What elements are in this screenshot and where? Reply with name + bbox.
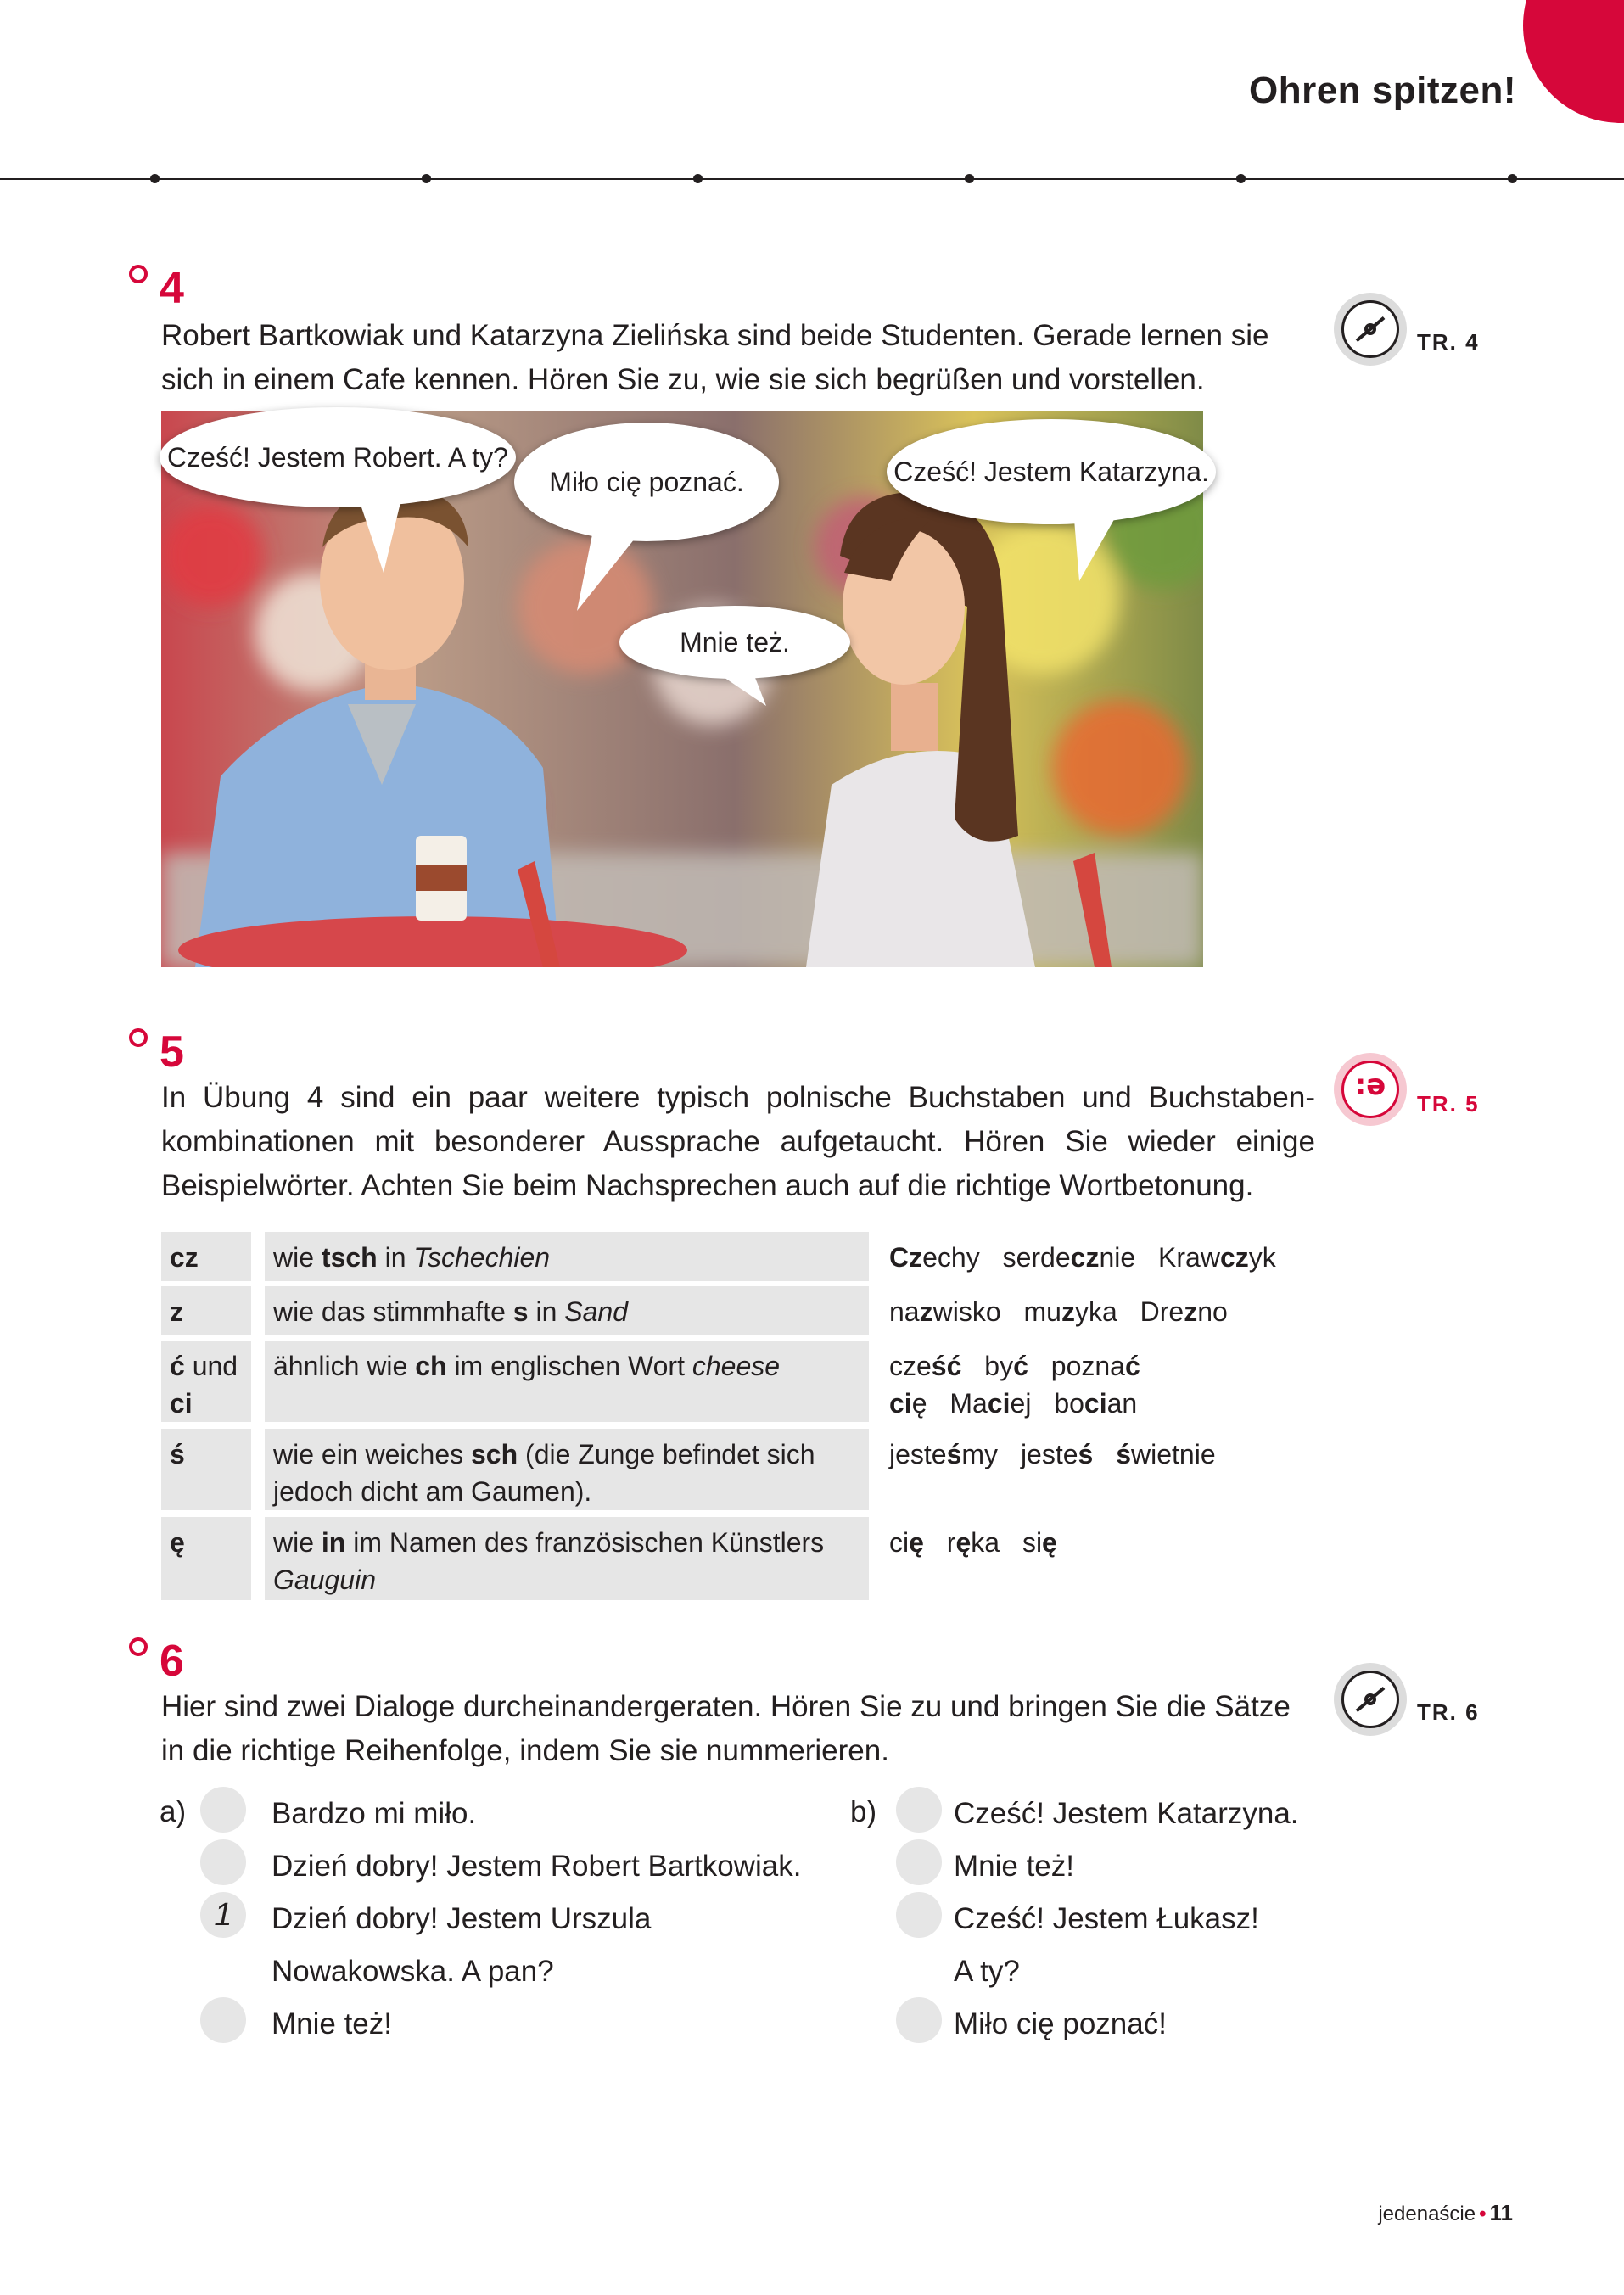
table-letter-cell: ć und ci: [161, 1341, 251, 1422]
exercise-5-instruction: In Übung 4 sind ein paar weitere typisch polnische Buchstaben und Buchstabenkombinationen mit besonderer Aussprache aufgetaucht. Hören Sie wieder einige Beispielwörter. Achten Sie beim Nachsprechen auch auf die richtige Wortbetonung.: [161, 1081, 1315, 1202]
exercise-5-number: 5: [160, 1027, 184, 1077]
table-examples-cell: nazwisko muzyka Drezno: [889, 1296, 1228, 1327]
track-5-label: TR. 5: [1417, 1091, 1480, 1117]
bubble-tail: [1061, 509, 1128, 585]
answer-circle[interactable]: [896, 1839, 942, 1885]
table-examples-cell: cię ręka się: [889, 1527, 1057, 1558]
track-6-label: TR. 6: [1417, 1699, 1480, 1725]
page-footer: jedenaście • 11: [1378, 2200, 1513, 2225]
exercise-bullet-icon: [129, 1637, 148, 1656]
bubble-tail: [322, 492, 424, 577]
answer-circle[interactable]: [200, 1787, 246, 1833]
answer-circle[interactable]: [896, 1787, 942, 1833]
cd-track-icon[interactable]: [1334, 293, 1407, 366]
speech-bubble: Cześć! Jestem Katarzyna.: [887, 419, 1216, 524]
speech-bubble: Mnie też.: [619, 606, 850, 679]
dialog-line: Dzień dobry! Jestem Robert Bartkowiak.: [272, 1850, 802, 1883]
bubble-tail: [700, 667, 776, 718]
corner-decoration: [1523, 0, 1624, 123]
dialog-b-letter: b): [850, 1795, 877, 1828]
cd-track-icon[interactable]: [1334, 1663, 1407, 1736]
answer-circle[interactable]: [200, 1892, 246, 1938]
dialog-line: Cześć! Jestem Katarzyna.: [954, 1797, 1299, 1830]
pronunciation-track-icon[interactable]: :ə: [1334, 1053, 1407, 1126]
dialog-line: Dzień dobry! Jestem Urszula: [272, 1902, 652, 1935]
page-header-title: Ohren spitzen!: [1248, 70, 1516, 111]
table-description-cell: wie das stimmhafte s in Sand: [265, 1286, 869, 1335]
divider-dot: [1508, 174, 1517, 183]
answer-circle[interactable]: [200, 1997, 246, 2043]
exercise-bullet-icon: [129, 265, 148, 283]
track-4-label: TR. 4: [1417, 329, 1480, 355]
divider-dot: [150, 174, 160, 183]
header-divider: [0, 178, 1624, 180]
dialog-line: Cześć! Jestem Łukasz!: [954, 1902, 1259, 1935]
answer-number: 1: [214, 1897, 232, 1933]
table-examples-cell: jesteśmy jesteś świetnie: [889, 1439, 1216, 1469]
dialog-line-continued: A ty?: [954, 1955, 1020, 1988]
table-letter-cell: cz: [161, 1232, 251, 1281]
divider-dot: [1236, 174, 1246, 183]
exercise-4-instruction: Robert Bartkowiak und Katarzyna Zielińska sind beide Studenten. Gerade lernen sie sich in einem Cafe kennen. Hören Sie zu, wie sie sich begrüßen und vorstellen.: [161, 319, 1269, 396]
bubble-tail: [560, 526, 662, 619]
table-description-cell: wie ein weiches sch (die Zunge befindet sich jedoch dicht am Gaumen).: [265, 1429, 869, 1510]
answer-circle[interactable]: [200, 1839, 246, 1885]
answer-circle[interactable]: [896, 1892, 942, 1938]
divider-dot: [965, 174, 974, 183]
divider-dot: [693, 174, 703, 183]
table-description-cell: wie in im Namen des französischen Künstlers Gauguin: [265, 1517, 869, 1600]
page-word: jedenaście: [1378, 2203, 1476, 2225]
table-examples-cell: cześć być poznać cię Maciej bocian: [889, 1351, 1140, 1419]
table-letter-cell: z: [161, 1286, 251, 1335]
dialog-line: Bardzo mi miło.: [272, 1797, 477, 1830]
dialog-line: Mnie też!: [954, 1850, 1074, 1883]
answer-circle[interactable]: [896, 1997, 942, 2043]
dialog-line-continued: Nowakowska. A pan?: [272, 1955, 554, 1988]
speech-bubble: Miło cię poznać.: [514, 423, 779, 541]
dialog-line: Miło cię poznać!: [954, 2007, 1167, 2040]
table-description-cell: ähnlich wie ch im englischen Wort cheese: [265, 1341, 869, 1422]
table-description-cell: wie tsch in Tschechien: [265, 1232, 869, 1281]
dialog-line: Mnie też!: [272, 2007, 392, 2040]
speech-bubble: Cześć! Jestem Robert. A ty?: [160, 407, 516, 507]
exercise-4-number: 4: [160, 264, 184, 313]
table-letter-cell: ś: [161, 1429, 251, 1510]
divider-dot: [422, 174, 431, 183]
table-examples-cell: Czechy serdecznie Krawczyk: [889, 1242, 1276, 1273]
table-letter-cell: ę: [161, 1517, 251, 1600]
dialog-a-letter: a): [160, 1795, 187, 1828]
page-number: 11: [1489, 2200, 1513, 2225]
exercise-6-instruction: Hier sind zwei Dialoge durcheinandergeraten. Hören Sie zu und bringen Sie die Sätze in die richtige Reihenfolge, indem Sie sie nummerieren.: [161, 1690, 1291, 1767]
exercise-bullet-icon: [129, 1028, 148, 1047]
exercise-6-number: 6: [160, 1637, 184, 1686]
